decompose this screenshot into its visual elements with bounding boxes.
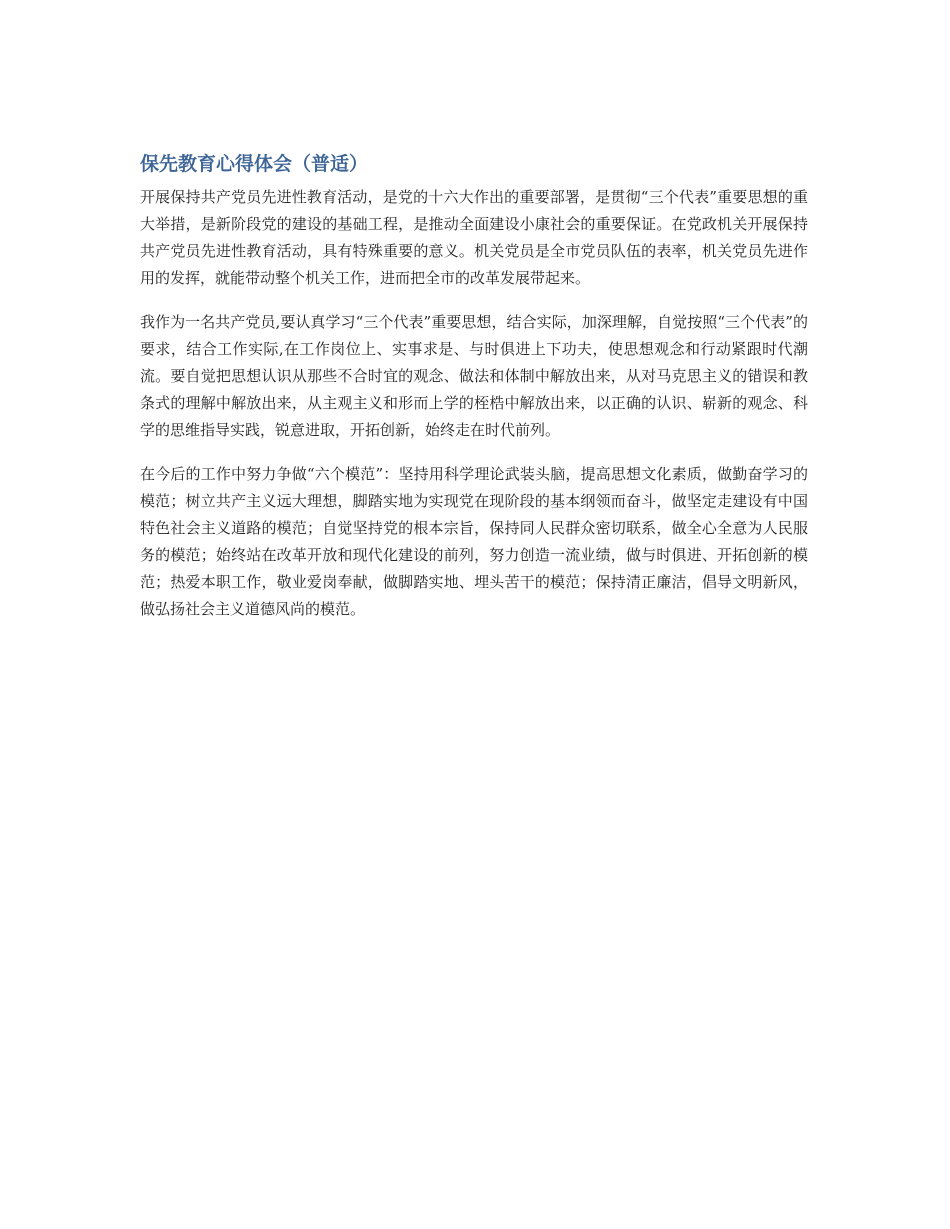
paragraph-3: 在今后的工作中努力争做“六个模范”：坚持用科学理论武装头脑，提高思想文化素质，做勤奋学习的模范；树立共产主义远大理想，脚踏实地为实现党在现阶段的基本纲领而奋斗，做坚定走建设有中国特色社会主义道路的模范；自觉坚持党的根本宗旨，保持同人民群众密切联系，做全心全意为人民服务的模范；始终站在改革开放和现代化建设的前列，努力创造一流业绩，做与时俱进、开拓创新的模范；热爱本职工作，敬业爱岗奉献，做脚踏实地、埋头苦干的模范；保持清正廉洁，倡导文明新风，做弘扬社会主义道德风尚的模范。 xyxy=(140,465,808,618)
paragraph-1: 开展保持共产党员先进性教育活动，是党的十六大作出的重要部署，是贯彻“三个代表”重要思想的重大举措，是新阶段党的建设的基础工程，是推动全面建设小康社会的重要保证。在党政机关开展保持共产党员先进性教育活动，具有特殊重要的意义。机关党员是全市党员队伍的表率，机关党员先进作用的发挥，就能带动整个机关工作，进而把全市的改革发展带起来。 xyxy=(140,188,808,287)
document-title: 保先教育心得体会（普适） xyxy=(140,153,369,175)
paragraph-2: 我作为一名共产党员,要认真学习“三个代表”重要思想，结合实际，加深理解，自觉按照“三个代表”的要求，结合工作实际,在工作岗位上、实事求是、与时俱进上下功夫，使思想观念和行动紧跟时代潮流。要自觉把思想认识从那些不合时宜的观念、做法和体制中解放出来，从对马克思主义的错误和教条式的理解中解放出来，从主观主义和形而上学的桎梏中解放出来，以正确的认识、崭新的观念、科学的思维指导实践，锐意进取，开拓创新，始终走在时代前列。 xyxy=(140,313,808,439)
document-body xyxy=(140,150,808,640)
